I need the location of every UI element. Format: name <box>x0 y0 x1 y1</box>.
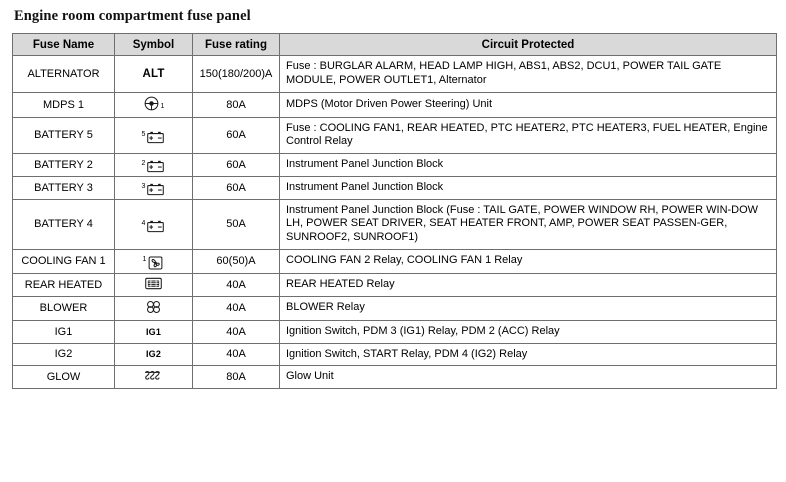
symbol-group <box>144 369 164 382</box>
symbol-suffix-number: 1 <box>160 102 165 110</box>
fuse-rating-cell: 150(180/200)A <box>193 56 280 93</box>
symbol-group <box>142 182 166 196</box>
symbol-group <box>143 255 165 271</box>
fuse-symbol-cell <box>115 343 193 366</box>
symbol-group <box>143 95 165 112</box>
table-row <box>13 117 777 154</box>
column-header-symbol: Symbol <box>115 34 193 56</box>
symbol-group <box>142 130 166 144</box>
battery-icon <box>146 219 165 233</box>
symbol-group <box>142 69 164 81</box>
fuse-name-cell: COOLING FAN 1 <box>13 249 115 273</box>
fuse-symbol-cell <box>115 154 193 177</box>
fuse-rating-cell: 60A <box>193 117 280 154</box>
fuse-rating-cell: 40A <box>193 343 280 366</box>
fuse-name-cell: BATTERY 2 <box>13 154 115 177</box>
fuse-name-cell: BATTERY 3 <box>13 176 115 199</box>
circuit-protected-cell: REAR HEATED Relay <box>280 273 777 296</box>
column-header-circuit-protected: Circuit Protected <box>280 34 777 56</box>
table-row <box>13 199 777 249</box>
symbol-prefix-number: 1 <box>142 255 147 263</box>
symbol-text: IG2 <box>145 349 162 360</box>
table-header <box>13 34 777 56</box>
circuit-protected-cell: Instrument Panel Junction Block <box>280 154 777 177</box>
table-row <box>13 176 777 199</box>
fuse-symbol-cell <box>115 92 193 117</box>
fuse-name-cell: IG1 <box>13 320 115 343</box>
page-title: Engine room compartment fuse panel <box>14 8 251 24</box>
circuit-protected-cell: Ignition Switch, PDM 3 (IG1) Relay, PDM 2 (ACC) Relay <box>280 320 777 343</box>
symbol-group <box>144 276 163 291</box>
fuse-rating-cell: 50A <box>193 199 280 249</box>
circuit-protected-cell: Instrument Panel Junction Block (Fuse : TAIL GATE, POWER WINDOW RH, POWER WIN-DOW LH, POWER SEAT DRIVER, SEAT HEATER FRONT, AMP, POWER SEAT PASSEN-GER, SUNROOF2, SUNROOF1) <box>280 199 777 249</box>
table-row <box>13 154 777 177</box>
symbol-group <box>142 219 166 233</box>
fuse-name-cell: BATTERY 5 <box>13 117 115 154</box>
column-header-fuse-name: Fuse Name <box>13 34 115 56</box>
steering-wheel-icon <box>143 95 160 112</box>
table-row <box>13 92 777 117</box>
circuit-protected-cell: Ignition Switch, START Relay, PDM 4 (IG2) Relay <box>280 343 777 366</box>
fuse-name-cell: BLOWER <box>13 296 115 320</box>
symbol-text: ALT <box>142 67 165 80</box>
symbol-text: IG1 <box>145 326 162 337</box>
glow-plug-icon <box>144 369 164 382</box>
symbol-prefix-number: 4 <box>141 219 146 227</box>
fuse-name-cell: GLOW <box>13 366 115 389</box>
blower-fan-icon <box>144 299 163 315</box>
circuit-protected-cell: COOLING FAN 2 Relay, COOLING FAN 1 Relay <box>280 249 777 273</box>
table-row <box>13 273 777 296</box>
fuse-name-cell: ALTERNATOR <box>13 56 115 93</box>
fuse-rating-cell: 80A <box>193 92 280 117</box>
fuse-name-cell: IG2 <box>13 343 115 366</box>
fuse-symbol-cell <box>115 56 193 93</box>
symbol-prefix-number: 2 <box>141 160 146 168</box>
circuit-protected-cell: Fuse : BURGLAR ALARM, HEAD LAMP HIGH, ABS1, ABS2, DCU1, POWER TAIL GATE MODULE, POWER OUTLET1, Alternator <box>280 56 777 93</box>
fuse-name-cell: REAR HEATED <box>13 273 115 296</box>
battery-icon <box>146 182 165 196</box>
fuse-symbol-cell <box>115 273 193 296</box>
fuse-rating-cell: 80A <box>193 366 280 389</box>
symbol-group <box>146 350 161 359</box>
circuit-protected-cell: MDPS (Motor Driven Power Steering) Unit <box>280 92 777 117</box>
table-row <box>13 320 777 343</box>
table-row <box>13 249 777 273</box>
circuit-protected-cell: Fuse : COOLING FAN1, REAR HEATED, PTC HEATER2, PTC HEATER3, FUEL HEATER, Engine Control Relay <box>280 117 777 154</box>
fuse-rating-cell: 40A <box>193 273 280 296</box>
fuse-symbol-cell <box>115 296 193 320</box>
table-header-row <box>13 34 777 56</box>
fuse-rating-cell: 40A <box>193 320 280 343</box>
battery-icon <box>146 130 165 144</box>
fuse-symbol-cell <box>115 249 193 273</box>
column-header-fuse-rating: Fuse rating <box>193 34 280 56</box>
table-row <box>13 56 777 93</box>
cooling-fan-icon <box>147 255 164 271</box>
circuit-protected-cell: Instrument Panel Junction Block <box>280 176 777 199</box>
symbol-prefix-number: 5 <box>141 130 146 138</box>
fuse-rating-cell: 60A <box>193 176 280 199</box>
fuse-symbol-cell <box>115 366 193 389</box>
fuse-symbol-cell <box>115 176 193 199</box>
symbol-prefix-number: 3 <box>141 183 146 191</box>
fuse-name-cell: MDPS 1 <box>13 92 115 117</box>
fuse-rating-cell: 60A <box>193 154 280 177</box>
rear-defroster-icon <box>144 276 163 291</box>
fuse-rating-cell: 40A <box>193 296 280 320</box>
fuse-symbol-cell <box>115 117 193 154</box>
symbol-group <box>146 328 161 337</box>
circuit-protected-cell: BLOWER Relay <box>280 296 777 320</box>
table-row <box>13 296 777 320</box>
fuse-panel-table <box>12 33 777 389</box>
fuse-symbol-cell <box>115 199 193 249</box>
symbol-group <box>142 159 166 173</box>
symbol-group <box>144 299 163 315</box>
fuse-name-cell: BATTERY 4 <box>13 199 115 249</box>
table-row <box>13 343 777 366</box>
battery-icon <box>146 159 165 173</box>
fuse-symbol-cell <box>115 320 193 343</box>
table-body <box>13 56 777 389</box>
fuse-rating-cell: 60(50)A <box>193 249 280 273</box>
table-row <box>13 366 777 389</box>
circuit-protected-cell: Glow Unit <box>280 366 777 389</box>
